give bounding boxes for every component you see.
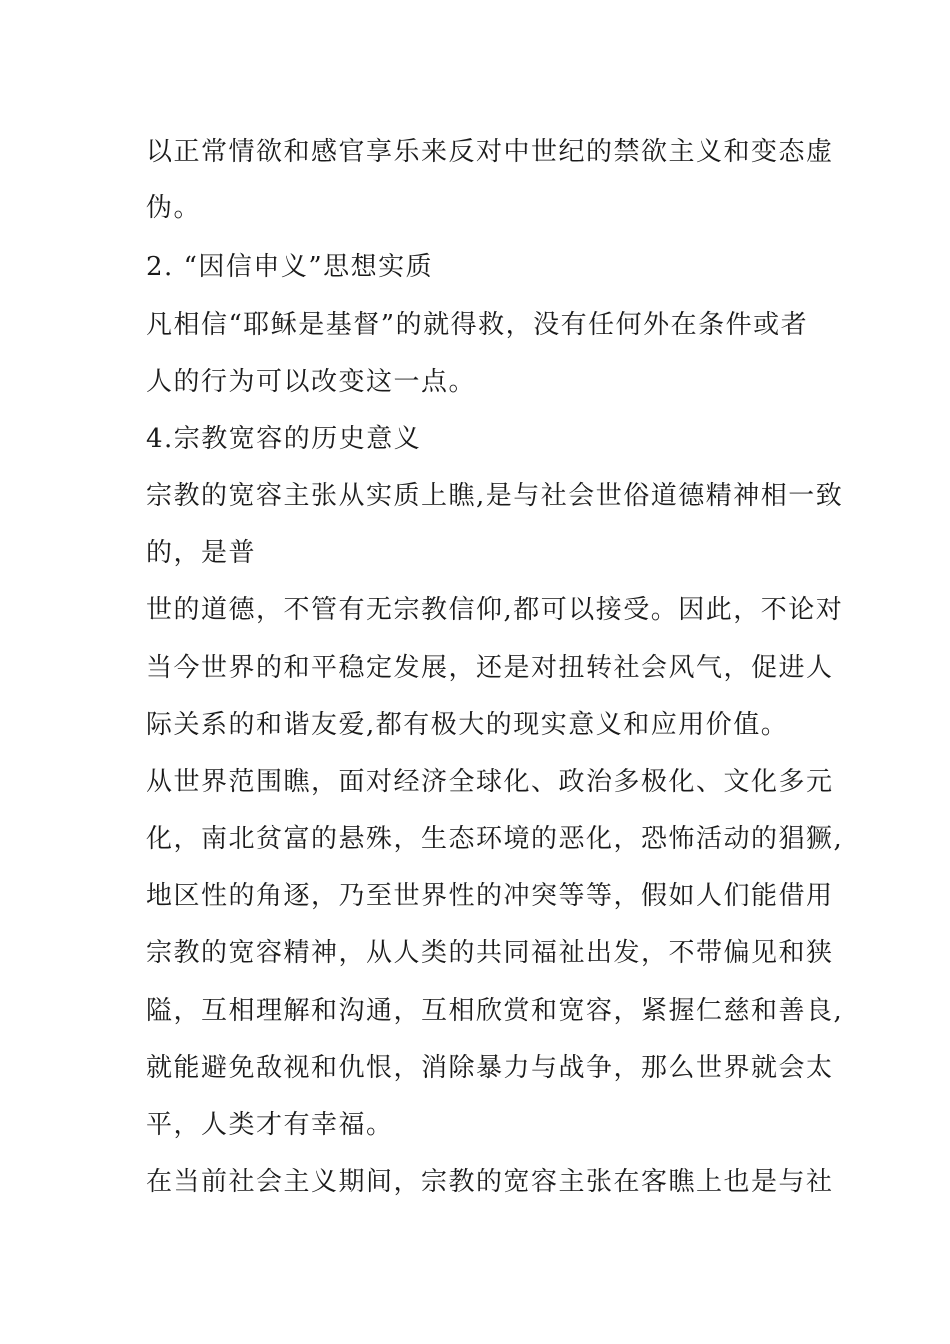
text-line: 宗教的宽容主张从实质上瞧,是与社会世俗道德精神相一致 <box>146 481 844 511</box>
text-line: 伪。 <box>146 193 202 223</box>
text-line: 际关系的和谐友爱,都有极大的现实意义和应用价值。 <box>146 710 789 740</box>
section-heading: 4.宗教宽容的历史意义 <box>146 424 422 454</box>
text-line: 以正常情欲和感官享乐来反对中世纪的禁欲主义和变态虚 <box>146 137 834 167</box>
text-line: 世的道德，不管有无宗教信仰,都可以接受。因此，不论对 <box>146 595 844 625</box>
text-line: 凡相信“耶稣是基督”的就得救，没有任何外在条件或者 <box>146 310 809 340</box>
text-line: 从世界范围瞧，面对经济全球化、政治多极化、文化多元 <box>146 767 834 797</box>
text-line: 人的行为可以改变这一点。 <box>146 367 477 397</box>
text-line: 化，南北贫富的悬殊，生态环境的恶化，恐怖活动的猖獗, <box>146 824 844 854</box>
section-heading: 2. “因信申义”思想实质 <box>146 252 434 282</box>
text-line: 的，是普 <box>146 538 257 568</box>
text-line: 就能避免敌视和仇恨，消除暴力与战争，那么世界就会太 <box>146 1053 834 1083</box>
text-line: 当今世界的和平稳定发展，还是对扭转社会风气，促进人 <box>146 653 834 683</box>
text-line: 宗教的宽容精神，从人类的共同福祉出发，不带偏见和狭 <box>146 938 834 968</box>
text-line: 地区性的角逐，乃至世界性的冲突等等，假如人们能借用 <box>146 881 834 911</box>
text-line: 隘，互相理解和沟通，互相欣赏和宽容，紧握仁慈和善良, <box>146 996 844 1026</box>
text-line: 在当前社会主义期间，宗教的宽容主张在客瞧上也是与社 <box>146 1167 834 1197</box>
text-line: 平，人类才有幸福。 <box>146 1110 394 1140</box>
